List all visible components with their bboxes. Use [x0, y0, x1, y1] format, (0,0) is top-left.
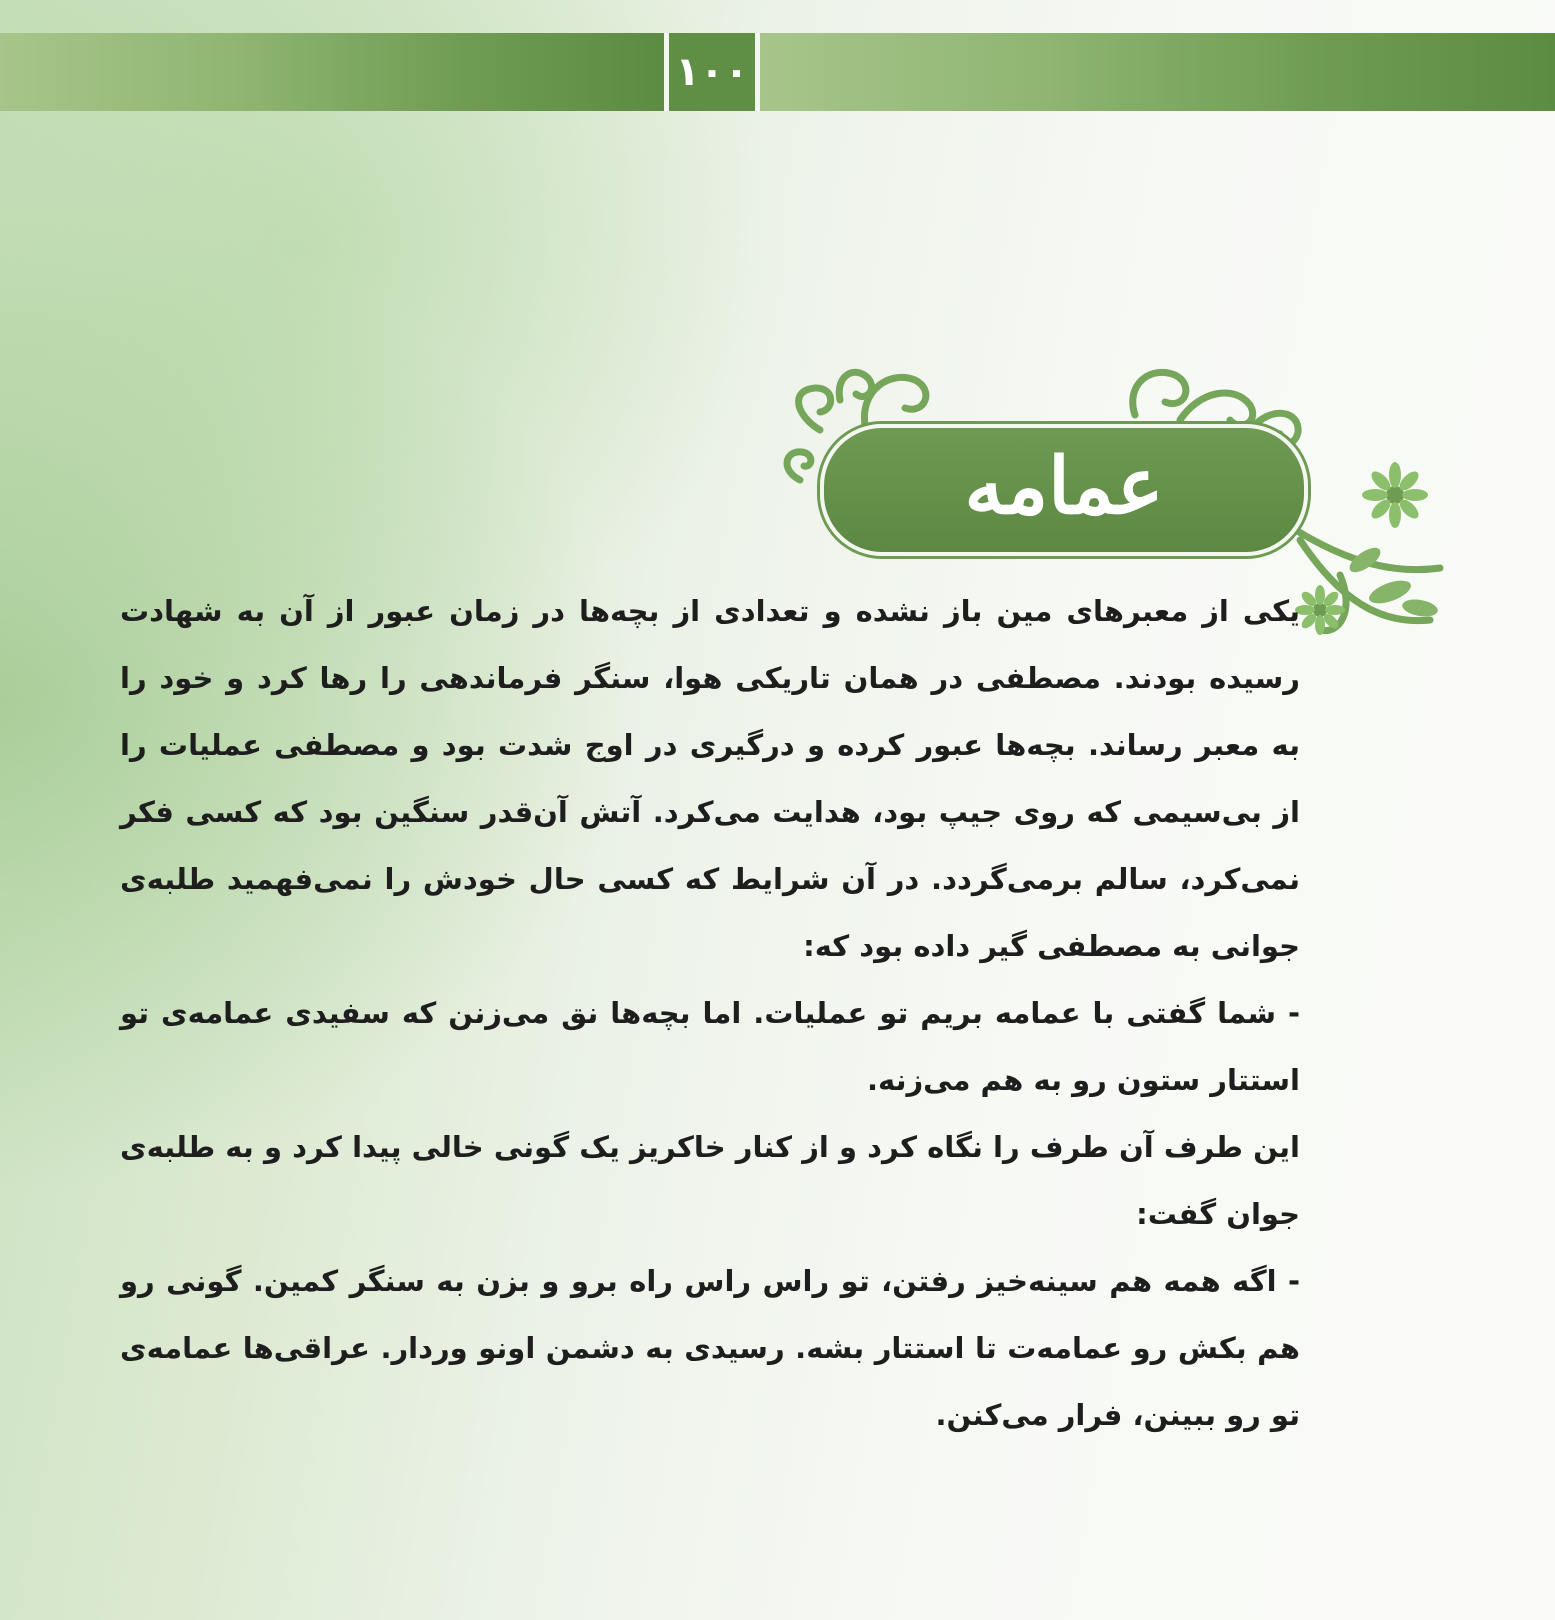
- paragraph-3: این طرف آن طرف را نگاه کرد و از کنار خاکریز یک گونی خالی پیدا کرد و به طلبه‌ی جوان گفت:: [120, 1130, 1300, 1231]
- header-band-left: [0, 33, 664, 111]
- page-number: ۱۰۰: [675, 49, 749, 95]
- body-text: [120, 578, 1300, 1449]
- page-number-box: [664, 33, 760, 111]
- chapter-title-banner: [820, 424, 1308, 556]
- paragraph-4: - اگه همه هم سینه‌خیز رفتن، تو راس راس راه برو و بزن به سنگر کمین. گونی رو هم بکش رو عمامه‌ت تا استتار بشه. رسیدی به دشمن اونو وردار. عراقی‌ها عمامه‌ی تو رو ببینن، فرار می‌کنن.: [120, 1264, 1300, 1432]
- paragraph-2: - شما گفتی با عمامه بریم تو عملیات. اما بچه‌ها نق می‌زنن که سفیدی عمامه‌ی تو استتار ستون رو به هم می‌زنه.: [120, 996, 1300, 1097]
- header-band-right: [760, 33, 1555, 111]
- chapter-title: عمامه: [964, 441, 1164, 532]
- paragraph-1: یکی از معبرهای مین باز نشده و تعدادی از بچه‌ها در زمان عبور از آن به شهادت رسیده بودند. مصطفی در همان تاریکی هوا، سنگر فرماندهی را رها کرد و خود را به معبر رساند. بچه‌ها عبور کرده و درگیری در اوج شدت بود و مصطفی عملیات را از بی‌سیمی که روی جیپ بود، هدایت می‌کرد. آتش آن‌قدر سنگین بود که کسی فکر نمی‌کرد، سالم برمی‌گردد. در آن شرایط که کسی حال خودش را نمی‌فهمید طلبه‌ی جوانی به مصطفی گیر داده بود که:: [120, 594, 1300, 963]
